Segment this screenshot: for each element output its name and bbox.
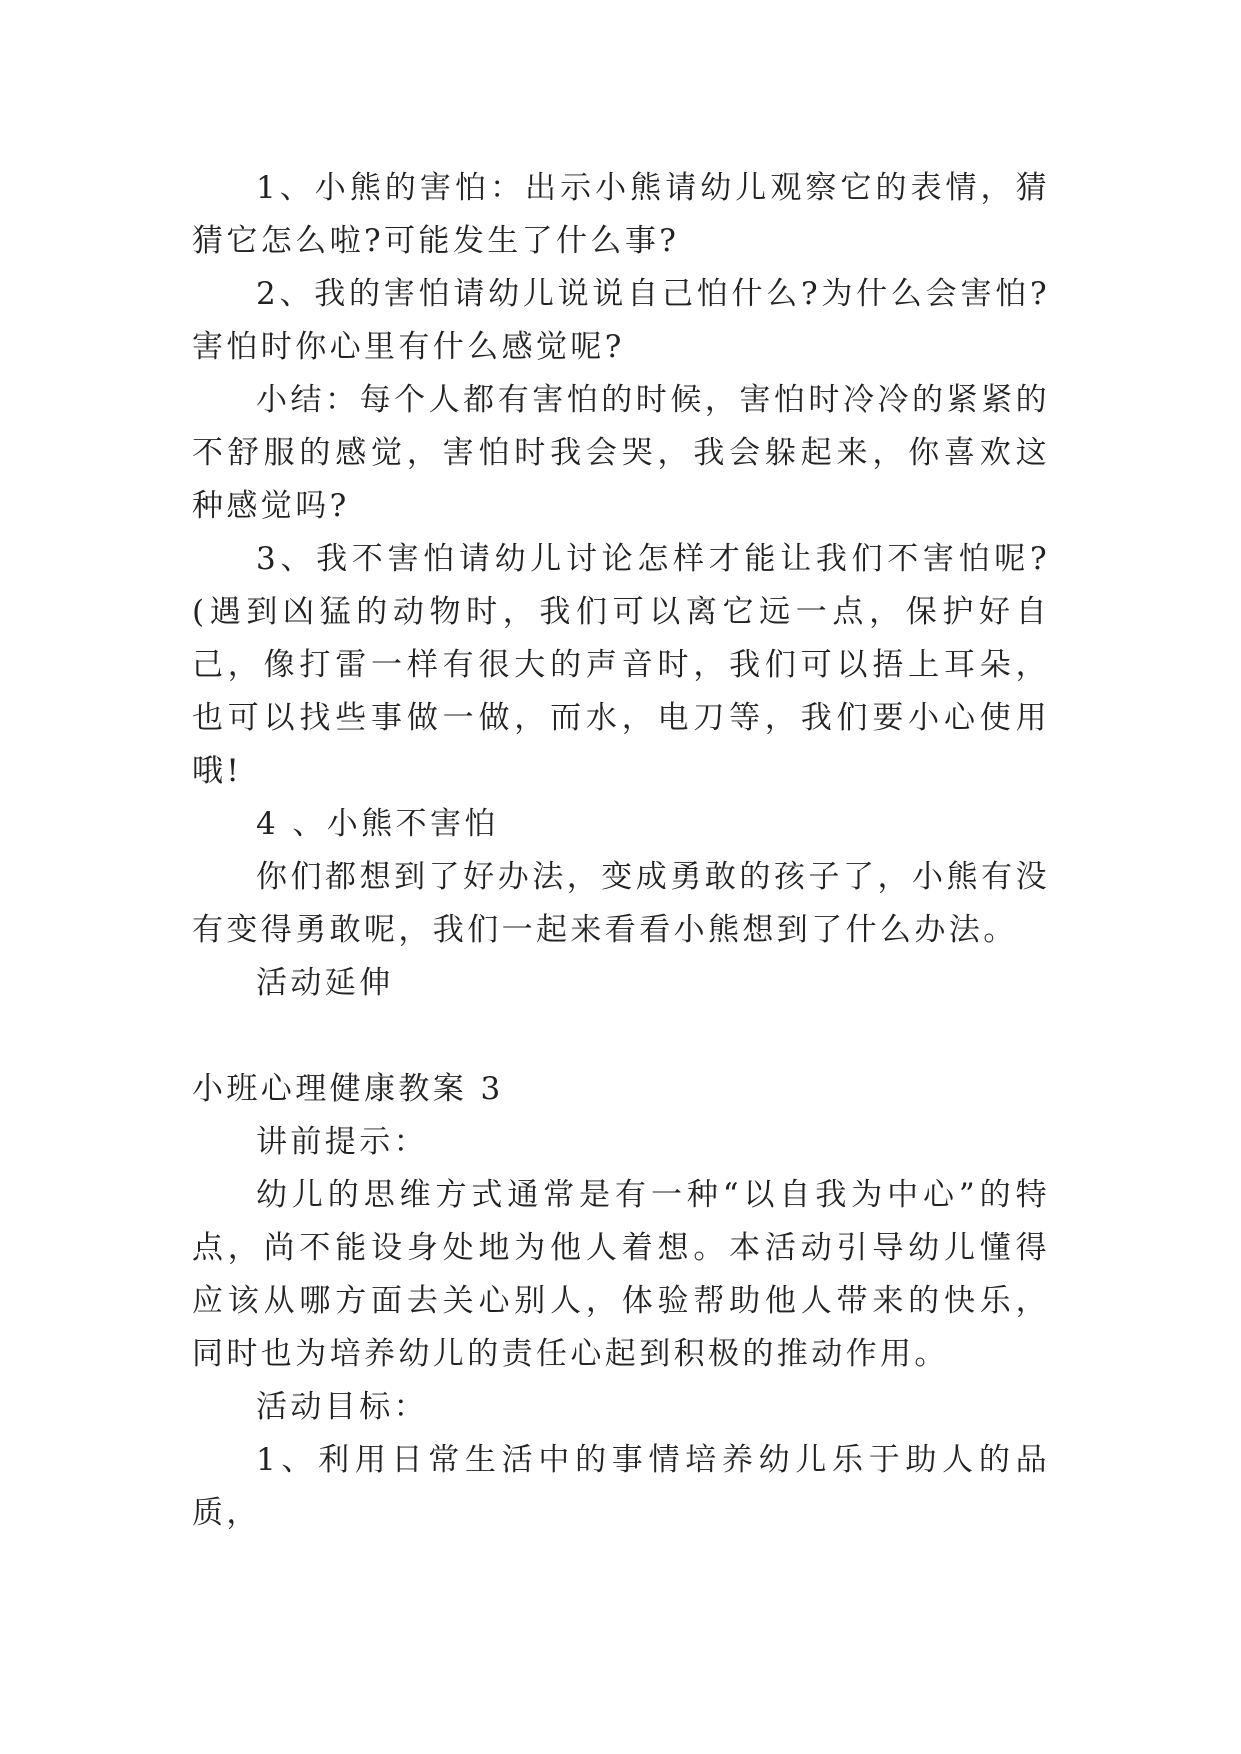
document-body xyxy=(192,162,1050,1540)
paragraph-bear-fear: 1、小熊的害怕：出示小熊请幼儿观察它的表情，猜猜它怎么啦?可能发生了什么事? xyxy=(192,170,1050,259)
section-gap xyxy=(192,1010,1050,1063)
paragraph-goal-1: 1、利用日常生活中的事情培养幼儿乐于助人的品质， xyxy=(192,1442,1050,1531)
paragraph-my-fear: 2、我的害怕请幼儿说说自己怕什么?为什么会害怕?害怕时你心里有什么感觉呢? xyxy=(192,276,1050,365)
section-title: 小班心理健康教案 3 xyxy=(192,1071,504,1107)
paragraph-not-afraid: 3、我不害怕请幼儿讨论怎样才能让我们不害怕呢?(遇到凶猛的动物时，我们可以离它远一点，保护好自己，像打雷一样有很大的声音时，我们可以捂上耳朵，也可以找些事做一做，而水，电刀等，我们要小心使用哦! xyxy=(192,541,1050,789)
paragraph-tips-body: 幼儿的思维方式通常是有一种“以自我为中心”的特点，尚不能设身处地为他人着想。本活动引导幼儿懂得应该从哪方面去关心别人，体验帮助他人带来的快乐，同时也为培养幼儿的责任心起到积极的推动作用。 xyxy=(192,1177,1050,1372)
paragraph-tips-heading: 讲前提示： xyxy=(256,1124,428,1160)
paragraph-bear-not-afraid: 4 、小熊不害怕 xyxy=(256,806,499,842)
paragraph-summary: 小结：每个人都有害怕的时候，害怕时冷冷的紧紧的不舒服的感觉，害怕时我会哭，我会躲起来，你喜欢这种感觉吗? xyxy=(192,382,1050,524)
paragraph-extension: 活动延伸 xyxy=(256,965,394,1001)
paragraph-brave: 你们都想到了好办法，变成勇敢的孩子了，小熊有没有变得勇敢呢，我们一起来看看小熊想到了什么办法。 xyxy=(192,859,1050,948)
paragraph-goals-heading: 活动目标： xyxy=(256,1389,428,1425)
